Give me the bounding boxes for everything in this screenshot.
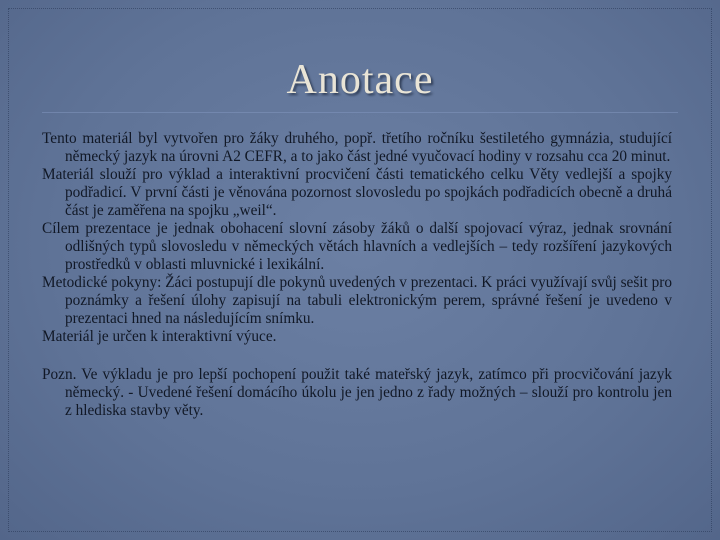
title-divider (42, 112, 678, 113)
paragraph-note: Pozn. Ve výkladu je pro lepší pochopení použit také mateřský jazyk, zatímco při procvičování jazyk německý. - Uvedené řešení domácího úkolu je jen jedno z řady možných – slouží pro kontrolu jen z hlediska stavby věty. (42, 366, 672, 419)
paragraph-goal: Cílem prezentace je jednak obohacení slovní zásoby žáků o další spojovací výraz, jednak srovnání odlišných typů slovosledu v německých větách hlavních a vedlejších – tedy rozšíření jazykových prostředků v oblasti mluvnické i lexikální. (42, 220, 672, 273)
paragraph-intro: Tento materiál byl vytvořen pro žáky druhého, popř. třetího ročníku šestiletého gymnázia, studující německý jazyk na úrovni A2 CEFR, a to jako část jedné vyučovací hodiny v rozsahu cca 20 minut. (42, 130, 672, 165)
slide-title: Anotace (286, 57, 434, 103)
paragraph-purpose: Materiál slouží pro výklad a interaktivní procvičení části tematického celku Věty vedlejší a spojky podřadicí. V první části je věnována pozornost slovosledu po spojkách podřadicích obecně a druhá část je zaměřena na spojku „weil“. (42, 166, 672, 219)
slide-body (42, 130, 672, 420)
paragraph-instructions: Metodické pokyny: Žáci postupují dle pokynů uvedených v prezentaci. K práci využívají svůj sešit pro poznámky a řešení úlohy zapisují na tabuli elektronickým perem, správné řešení je uvedeno v prezentaci hned na následujícím snímku. (42, 274, 672, 327)
paragraph-usage: Materiál je určen k interaktivní výuce. (42, 328, 277, 345)
